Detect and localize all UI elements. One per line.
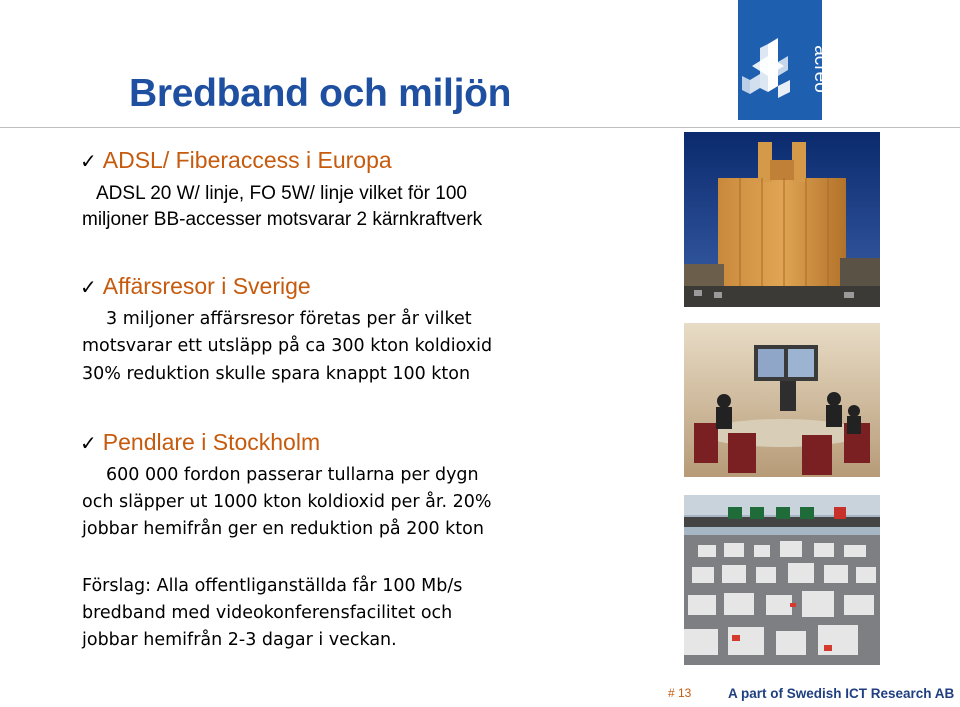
body-line: 30% reduktion skulle spara knappt 100 kton bbox=[82, 364, 471, 384]
logo-word: acreo bbox=[810, 45, 831, 93]
body-line: ADSL 20 W/ linje, FO 5W/ linje vilket för 100 bbox=[96, 183, 467, 204]
heading-text: Affärsresor i Sverige bbox=[102, 273, 311, 299]
heading-text: ADSL/ Fiberaccess i Europa bbox=[102, 147, 392, 173]
nuclear-plant-photo bbox=[684, 132, 880, 307]
body-line: och släpper ut 1000 kton koldioxid per år. 20% bbox=[82, 492, 492, 512]
page-number: # 13 bbox=[668, 686, 692, 700]
check-mark-icon: ✓ bbox=[80, 277, 97, 299]
acreo-logo bbox=[738, 0, 831, 120]
check-mark-icon: ✓ bbox=[80, 433, 97, 455]
check-mark-icon: ✓ bbox=[80, 151, 97, 173]
proposal-line: bredband med videokonferensfacilitet och bbox=[82, 603, 453, 623]
body-line: jobbar hemifrån ger en reduktion på 200 kton bbox=[82, 519, 484, 539]
section-heading-business-travel bbox=[80, 273, 311, 300]
footer-company: A part of Swedish ICT Research AB bbox=[728, 686, 955, 701]
title-divider bbox=[0, 127, 960, 128]
section-heading-adsl bbox=[80, 147, 392, 174]
body-line: motsvarar ett utsläpp på ca 300 kton koldioxid bbox=[82, 336, 493, 356]
proposal-line: jobbar hemifrån 2-3 dagar i veckan. bbox=[82, 630, 397, 650]
body-line: miljoner BB-accesser motsvarar 2 kärnkraftverk bbox=[82, 209, 483, 230]
video-conference-image bbox=[684, 323, 880, 477]
body-line: 3 miljoner affärsresor företas per år vilket bbox=[106, 309, 472, 329]
traffic-jam-photo bbox=[684, 495, 880, 665]
section-heading-commuters bbox=[80, 429, 320, 456]
slide-title: Bredband och miljön bbox=[129, 72, 512, 115]
heading-text: Pendlare i Stockholm bbox=[102, 429, 321, 455]
body-line: 600 000 fordon passerar tullarna per dygn bbox=[106, 465, 479, 485]
nuclear-plant-image bbox=[684, 132, 880, 307]
traffic-jam-image bbox=[684, 495, 880, 665]
video-conference-photo bbox=[684, 323, 880, 477]
proposal-line: Förslag: Alla offentliganställda får 100 Mb/s bbox=[82, 576, 463, 596]
